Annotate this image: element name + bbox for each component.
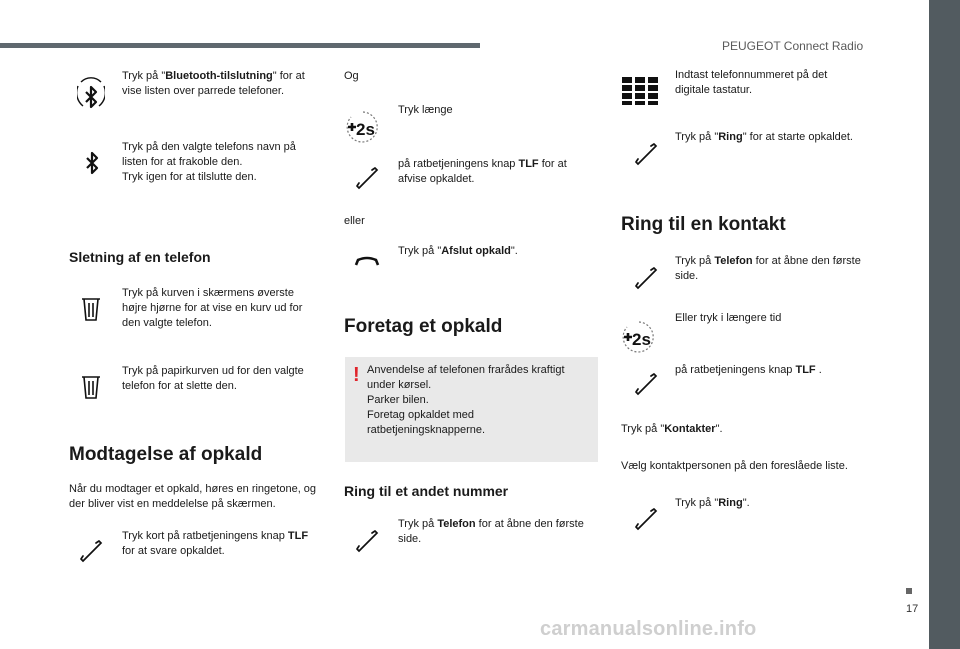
- bt-disconnect-text: Tryk på den valgte telefons navn på listen for at frakoble den. Tryk igen for at tilslutte den.: [122, 141, 296, 183]
- warning-box: [345, 357, 598, 462]
- phone-handset-icon: [79, 539, 103, 563]
- trash-show-text: Tryk på kurven i skærmens øverste højre hjørne for at vise en kurv ud for den valgte telefon.: [122, 287, 303, 329]
- choose-contact-text: Vælg kontaktpersonen på den foreslåede liste.: [621, 460, 848, 472]
- eller-text: eller: [344, 215, 365, 227]
- hold-2-seconds-icon: [344, 110, 386, 144]
- hold-longer-text: Eller tryk i længere tid: [675, 312, 782, 324]
- continue-mark: [906, 588, 912, 594]
- phone-handset-icon: [355, 166, 379, 190]
- section-title-other-number: Ring til et andet nummer: [344, 483, 509, 499]
- hold-2-seconds-icon: [620, 320, 662, 354]
- section-title-make-call: Foretag et opkald: [344, 316, 503, 337]
- contacts-text: Tryk på "Kontakter".: [621, 423, 723, 435]
- hang-up-icon: [354, 255, 380, 269]
- ring-text: Tryk på "Ring".: [675, 497, 750, 509]
- trash-icon: [79, 373, 103, 403]
- end-call-text: Tryk på "Afslut opkald".: [398, 245, 518, 257]
- tlf-button-text: på ratbetjeningens knap TLF .: [675, 364, 822, 376]
- header-title: PEUGEOT Connect Radio: [722, 39, 864, 53]
- bluetooth-connect-icon: [77, 72, 105, 112]
- warning-icon: !: [353, 364, 360, 386]
- section-title-receive: Modtagelse af opkald: [69, 444, 263, 465]
- bluetooth-icon: [80, 150, 104, 178]
- page-number: 17: [906, 603, 919, 615]
- phone-handset-icon: [634, 266, 658, 290]
- page-sidebar: [929, 0, 960, 649]
- contact-phone-first-page-text: Tryk på Telefon for at åbne den første side.: [675, 255, 861, 282]
- section-title-contact: Ring til en kontakt: [621, 214, 786, 235]
- trash-delete-text: Tryk på papirkurven ud for den valgte telefon for at slette den.: [122, 365, 304, 392]
- warning-text: Anvendelse af telefonen frarådes kraftigt under kørsel. Parker bilen. Foretag opkaldet med ratbetjeningsknapperne.: [367, 364, 565, 436]
- og-text: Og: [344, 70, 359, 82]
- keypad-text: Indtast telefonnummeret på det digitale tastatur.: [675, 69, 828, 96]
- phone-handset-icon: [634, 507, 658, 531]
- phone-handset-icon: [634, 142, 658, 166]
- answer-text: Tryk kort på ratbetjeningens knap TLF for at svare opkaldet.: [122, 530, 309, 557]
- section-title-delete: Sletning af en telefon: [69, 249, 211, 265]
- reject-text: på ratbetjeningens knap TLF for at afvise opkaldet.: [398, 158, 567, 185]
- trash-icon: [79, 295, 103, 325]
- receive-intro-text: Når du modtager et opkald, høres en ringetone, og der bliver vist en meddelelse på skærmen.: [69, 483, 317, 510]
- phone-handset-icon: [634, 372, 658, 396]
- header-bar: [0, 43, 480, 48]
- bt-connect-text: Tryk på "Bluetooth-tilslutning" for at vise listen over parrede telefoner.: [122, 70, 305, 97]
- hold-long-text: Tryk længe: [398, 104, 453, 116]
- watermark: carmanualsonline.info: [540, 618, 757, 640]
- keypad-icon: [622, 77, 660, 105]
- phone-handset-icon: [355, 529, 379, 553]
- ring-start-text: Tryk på "Ring" for at starte opkaldet.: [675, 131, 853, 143]
- phone-first-page-text: Tryk på Telefon for at åbne den første side.: [398, 518, 584, 545]
